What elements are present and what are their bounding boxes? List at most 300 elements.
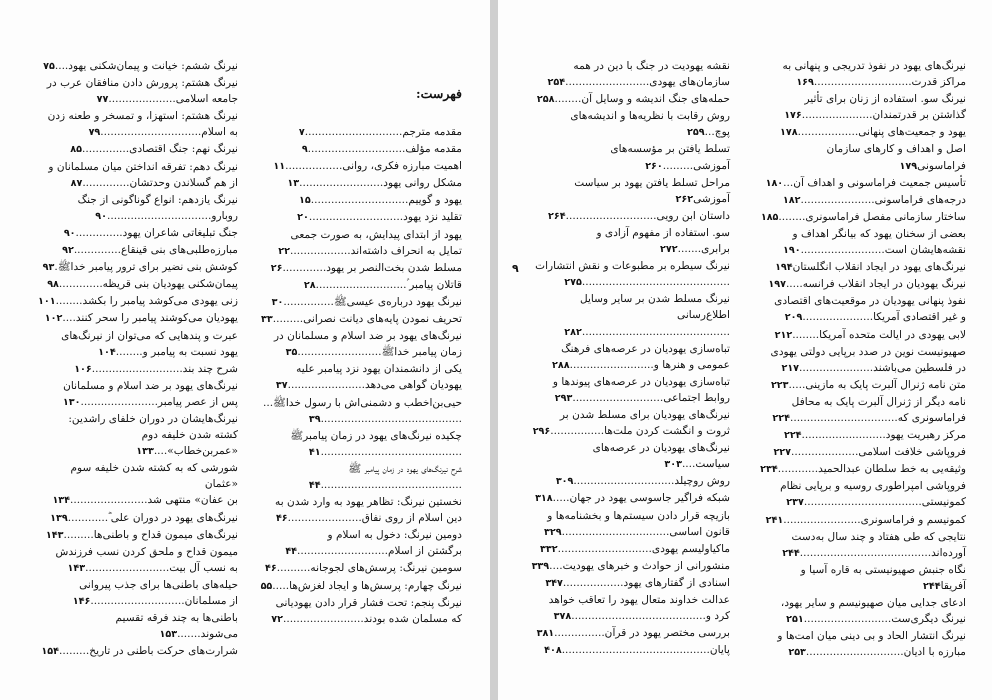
- left-page: [0, 0, 490, 700]
- toc-entry: [760, 545, 966, 562]
- toc-entry-page: ۱۳۰: [62, 396, 81, 408]
- toc-entry-page: ۹۲: [62, 245, 74, 257]
- toc-entry-title: پایان............................................: [561, 644, 730, 657]
- toc-entry-page: ۲۱۲: [774, 329, 793, 341]
- toc-entry: [530, 490, 730, 507]
- toc-entry-title: ............................................: [581, 325, 730, 338]
- toc-entry: [530, 508, 730, 524]
- toc-entry: [252, 395, 462, 411]
- toc-entry-page: ۲۶۰: [645, 160, 663, 172]
- toc-entry: [38, 75, 238, 91]
- toc-entry-title: شرارت‌های حرکت باطنی در تاریخ.........: [58, 645, 238, 658]
- toc-entry: [530, 642, 730, 659]
- toc-entry-title: نیرنگ یهودیان در ایجاد انقلاب فرانسه.....: [785, 278, 966, 291]
- toc-entry-page: ۱۷۶: [784, 110, 802, 122]
- toc-entry: [252, 527, 462, 543]
- toc-entry-title: زمان پیامبر خداﷺ.........................: [297, 346, 462, 359]
- toc-entry-title: نقشه یهودیت در جنگ با دین در همه: [573, 60, 730, 72]
- toc-entry: [530, 274, 730, 291]
- toc-entry-page: ۷: [298, 127, 305, 138]
- toc-entry-title: حمله‌های جنگ اندیشه و وسایل آن........: [554, 93, 730, 106]
- toc-entry-title: تقلید نزد یهود............................: [308, 211, 462, 224]
- toc-entry: [760, 478, 966, 494]
- toc-entry-title: تباه‌سازی یهودیان در عرصه‌های پیوندها و: [552, 375, 730, 388]
- toc-entry-page: ۱۷۸: [780, 127, 798, 139]
- toc-entry-page: ۳۲۹: [544, 526, 562, 538]
- toc-entry: [252, 428, 462, 444]
- toc-entry-page: ۱۳۴: [52, 495, 71, 507]
- toc-entry-title: قانون اساسی................................: [561, 525, 730, 538]
- toc-entry-title: شورشی که به کشته شدن خلیفه سوم «عثمان: [70, 462, 238, 491]
- toc-entry-title: نیرنگ یازدهم: انواع گوناگونی از جنگ: [77, 193, 238, 206]
- toc-entry: [530, 141, 730, 174]
- toc-entry: [38, 141, 238, 158]
- toc-entry: [38, 411, 238, 427]
- toc-entry-page: ۲۷۲: [660, 244, 678, 256]
- toc-column-left-outer: [38, 58, 238, 660]
- toc-entry-page: ۳۹: [308, 413, 321, 425]
- toc-entry-page: ۹۳: [42, 262, 55, 274]
- toc-entry-page: ۲۵۹: [687, 127, 705, 139]
- toc-entry-title: تباه‌سازی یهودیان در عرصه‌های فرهنگ: [561, 342, 730, 355]
- toc-entry-page: ۲۵۱: [786, 614, 804, 626]
- toc-entry: [38, 328, 238, 344]
- toc-entry: [252, 260, 462, 277]
- toc-entry-title: پس از عصر پیامبر.......................: [80, 395, 238, 408]
- toc-entry: [252, 411, 462, 428]
- toc-entry-title: یهود نسبت به پیامبر و........: [115, 345, 238, 358]
- toc-entry-title: نیرنگ انتشار الحاد و بی دینی میان امت‌ها و: [777, 630, 966, 643]
- toc-entry: [252, 175, 462, 192]
- toc-entry: [530, 390, 730, 407]
- toc-entry: [252, 560, 462, 577]
- toc-entry-page: ۲۵۳: [788, 647, 806, 659]
- toc-entry: [530, 208, 730, 225]
- toc-entry-page: ۳۳۲: [540, 543, 558, 555]
- toc-entry-title: نقشه‌هایشان است.........................: [800, 244, 966, 257]
- toc-entry-page: ۴۶: [265, 563, 277, 575]
- toc-entry-title: مشکل روانی یهود.........................: [299, 177, 462, 190]
- toc-entry-page: ۳۰۳: [664, 459, 682, 471]
- toc-entry-title: مقدمه مؤلف.............................: [307, 143, 462, 156]
- toc-entry-page: ۲۹۶: [532, 426, 551, 438]
- toc-entry-page: ۴۶: [275, 513, 288, 525]
- toc-entry-title: ..........................................: [320, 445, 462, 458]
- toc-entry: [760, 344, 966, 360]
- toc-entry-title: صهیونیست نوین در صدد برپایی دولتی یهودی: [770, 345, 966, 358]
- toc-entry-page: ۲۴۴: [923, 580, 941, 592]
- toc-column-left-inner: [252, 124, 462, 628]
- toc-entry: [530, 357, 730, 374]
- toc-entry-page: ۹۰: [95, 210, 107, 222]
- toc-entry: [760, 107, 966, 124]
- toc-entry-title: یهود از ابتدای پیدایش، به صورت جمعی: [290, 228, 462, 241]
- toc-entry-title: مقدمه مترجم.............................: [304, 126, 462, 138]
- toc-entry-title: اسنادی از گفتارهای یهود..................: [562, 576, 730, 589]
- toc-entry-page: ۱۵۳: [159, 629, 178, 641]
- toc-entry: [760, 91, 966, 107]
- toc-entry-title: اهمیت مبارزه فکری، روانی.................: [285, 160, 462, 173]
- toc-entry: [530, 258, 730, 274]
- toc-entry-title: گذاشتن بر قدرتمندان.....................: [801, 109, 966, 122]
- toc-entry-title: کوشش بنی نضیر برای ترور پیامبر خداﷺ.: [54, 261, 238, 274]
- toc-entry-page: ۲۰: [297, 212, 309, 224]
- toc-entry-page: ۳۰۹: [555, 476, 574, 488]
- toc-entry: [38, 560, 238, 577]
- toc-entry: [38, 108, 238, 124]
- toc-entry: [38, 175, 238, 192]
- toc-entry: [530, 407, 730, 423]
- toc-entry-title: تحریف نمودن پایه‌های دیانت نصرانی.........: [272, 313, 462, 326]
- toc-entry: [760, 259, 966, 276]
- toc-entry-page: ۱۴۳: [45, 529, 64, 541]
- toc-entry: [252, 477, 462, 494]
- toc-entry: [530, 608, 730, 625]
- toc-entry: [530, 592, 730, 608]
- toc-entry-page: ۴۴: [285, 546, 298, 558]
- toc-entry: [38, 310, 238, 327]
- book-gutter: [490, 0, 498, 700]
- toc-entry-title: مراکز قدرت.............................: [813, 76, 966, 89]
- toc-entry: [760, 410, 966, 427]
- toc-entry: [252, 444, 462, 461]
- toc-entry: [760, 58, 966, 74]
- toc-entry-title: منشورانی از حوادث و خبرهای یهودیت....: [549, 559, 730, 572]
- toc-entry-title: جنگ تبلیغاتی شاعران یهود..............: [75, 226, 238, 239]
- toc-entry: [760, 175, 966, 192]
- toc-entry: [252, 494, 462, 510]
- toc-entry-page: ۱۵۴: [41, 646, 59, 658]
- toc-entry-title: مبارزه‌طلبی‌های بنی قینقاع..............: [73, 244, 238, 257]
- toc-entry-page: ۱۰۱: [38, 296, 56, 308]
- toc-entry-title: ..........................................: [320, 478, 462, 491]
- toc-entry: [252, 510, 462, 527]
- toc-entry: [38, 124, 238, 141]
- toc-entry: [760, 74, 966, 91]
- toc-entry: [760, 512, 966, 529]
- toc-entry-title: مراحل تسلط یافتن یهود بر سیاست آموزشی: [574, 176, 730, 205]
- toc-entry: [760, 309, 966, 326]
- toc-entry-title: سازمان‌های یهودی.........................: [565, 76, 730, 89]
- toc-column-right-inner: [530, 58, 730, 659]
- toc-entry-page: ۲۰۹: [784, 312, 803, 324]
- toc-entry-title: نخستین نیرنگ: تظاهر یهود به وارد شدن به: [275, 496, 462, 509]
- toc-entry: [252, 328, 462, 344]
- toc-entry-title: بازیچه قرار دادن سیستم‌ها و بخشنامه‌ها و: [547, 509, 730, 522]
- toc-entry: [252, 158, 462, 175]
- toc-entry-page: ۳۳۹: [531, 560, 550, 572]
- toc-entry-page: ۷۵: [43, 61, 55, 72]
- toc-heading: فهرست:: [416, 86, 462, 101]
- toc-entry-page: ۸۵: [70, 144, 83, 156]
- toc-entry-title: فراماسونری که................................: [789, 411, 966, 424]
- toc-entry-title: یهود و جمعیت‌های پنهانی..................: [797, 126, 966, 139]
- toc-entry-title: ..........................................: [320, 412, 462, 425]
- toc-entry-title: تسلط یافتن بر مؤسسه‌های آموزشی.........: [610, 143, 730, 172]
- toc-entry: [760, 595, 966, 611]
- toc-entry-page: ۲۸۲: [564, 326, 582, 338]
- toc-entry: [760, 293, 966, 309]
- toc-entry-page: ۴۰۸: [544, 645, 562, 657]
- toc-entry: [760, 494, 966, 511]
- toc-entry-title: بعضی از سخنان یهود که بیانگر اهداف و: [792, 227, 966, 240]
- toc-entry-title: و غیر اقتصادی آمریکا.....................: [802, 311, 966, 324]
- toc-entry-title: نیرنگ‌های یهود بر ضد اسلام و مسلمانان در: [273, 330, 462, 343]
- toc-entry-title: نیرنگ‌های میمون قداح و باطنی‌ها.........: [63, 528, 238, 541]
- toc-entry-title: تمایل به انحراف داشته‌اند..................: [290, 244, 462, 257]
- toc-entry-title: کمونیستی...................................: [803, 496, 966, 509]
- toc-entry-title: نفوذ پنهانی یهودیان در موقعیت‌های اقتصادی: [774, 295, 966, 308]
- toc-entry-title: نیرنگ دیگری‌ست..........................: [803, 613, 966, 626]
- toc-entry-page: ۲۱۷: [781, 362, 800, 374]
- toc-entry-title: شبکه فراگیر جاسوسی یهود در جهان.....: [552, 492, 730, 505]
- toc-entry-title: حیی‌بن‌اخطب و دشمنی‌اش با رسول خداﷺ...: [262, 396, 462, 409]
- toc-entry-title: یکی از دانشمندان یهود نزد پیامبر علیه: [296, 363, 462, 376]
- toc-entry: [760, 562, 966, 595]
- toc-entry: [38, 91, 238, 108]
- toc-entry-title: نیرنگ مسلط شدن بر سایر وسایل اطلاع‌رسانی: [579, 293, 730, 322]
- toc-entry: [252, 209, 462, 226]
- toc-entry: [38, 378, 238, 394]
- toc-entry: [760, 327, 966, 344]
- toc-entry: [252, 227, 462, 243]
- toc-entry-page: ۴۱: [308, 446, 321, 458]
- right-page: [498, 0, 992, 700]
- toc-entry-title: ثروت و انگشت کردن ملت‌ها................: [550, 425, 730, 438]
- toc-entry: [530, 524, 730, 541]
- toc-entry: [252, 294, 462, 311]
- toc-entry: [760, 628, 966, 644]
- toc-entry-title: به نسب آل بیت.........................: [85, 561, 238, 574]
- toc-entry: [530, 374, 730, 390]
- page-number: ۹: [512, 262, 519, 275]
- toc-entry-title: ماکیاولیسم یهودی............................: [557, 542, 730, 555]
- toc-entry-title: مسلط شدن بخت‌النصر بر یهود.............: [282, 261, 462, 274]
- toc-entry: [760, 644, 966, 661]
- toc-entry-title: برگشتن از اسلام...........................: [297, 545, 462, 558]
- toc-entry: [760, 529, 966, 545]
- toc-entry-page: ۱۱: [273, 161, 286, 173]
- toc-entry-page: ۱۹۴: [775, 262, 793, 274]
- toc-entry-page: ۱۳۳: [136, 446, 154, 458]
- toc-entry-title: مرکز رهبریت یهود.........................: [801, 429, 966, 442]
- toc-entry-title: عدالت خداوند متعال یهود را تعاقب خواهد: [548, 594, 730, 606]
- toc-entry-title: شرح چند بند...........................: [91, 362, 238, 375]
- toc-entry: [530, 541, 730, 558]
- toc-entry: [38, 527, 238, 544]
- toc-entry: [38, 427, 238, 460]
- toc-entry: [252, 141, 462, 158]
- toc-entry-page: ۱۸۰: [765, 177, 784, 189]
- toc-entry-title: نگاه جنبش صهیونیستی به قاره آسیا و آفریقا: [800, 563, 966, 592]
- toc-entry: [38, 225, 238, 242]
- toc-entry-page: ۲۸۸: [552, 359, 570, 371]
- toc-entry: [38, 276, 238, 293]
- toc-entry-title: نیرنگ‌های یهود در دوران علی ؓ............: [67, 511, 238, 524]
- toc-entry: [38, 293, 238, 310]
- toc-entry: [252, 192, 462, 209]
- toc-entry-page: ۳۳: [261, 314, 273, 326]
- toc-entry: [38, 58, 238, 75]
- toc-entry-title: چکیده نیرنگ‌های یهود در زمان پیامبرﷺ: [290, 429, 462, 442]
- toc-entry-title: از مسلمانان............................: [90, 595, 238, 607]
- toc-entry-title: نتایجی که طی هفتاد و چند سال به‌دست: [791, 530, 966, 543]
- toc-entry: [252, 595, 462, 611]
- toc-entry-title: روش رقابت با نظریه‌ها و اندیشه‌های پوچ...: [570, 110, 730, 139]
- toc-entry-title: دومین نیرنگ: دخول به اسلام و: [327, 529, 462, 542]
- toc-entry-page: ۳۴۷: [545, 577, 563, 589]
- toc-entry-title: فروپاشی خلافت اسلامی....................: [791, 446, 966, 459]
- toc-entry-title: جامعه اسلامی....................: [108, 93, 238, 106]
- toc-entry: [530, 225, 730, 258]
- toc-entry: [252, 543, 462, 560]
- toc-entry-page: ۱۰۴: [98, 346, 116, 358]
- toc-entry-title: قاتلان پیامبر ؑ...........................: [315, 278, 462, 291]
- toc-entry-page: ۲۶: [270, 262, 283, 274]
- toc-entry: [38, 361, 238, 378]
- toc-entry: [760, 209, 966, 226]
- toc-entry-page: ۲۲: [278, 245, 291, 257]
- toc-entry: [252, 578, 462, 595]
- toc-entry-page: ۱۳۹: [50, 512, 68, 524]
- toc-entry-title: نیرنگ هشتم: استهزا، و تمسخر و طعنه زدن: [47, 110, 238, 123]
- toc-entry-page: ۷۷: [96, 94, 109, 106]
- toc-entry-page: ۲۳۴: [760, 464, 778, 476]
- toc-entry-title: نیرنگ یهود درباره‌ی عیسیﷺ...............: [283, 295, 462, 308]
- toc-entry: [252, 311, 462, 328]
- toc-entry-page: ۹۸: [47, 279, 59, 291]
- toc-entry-page: ۲۴۱: [765, 514, 784, 526]
- toc-entry: [530, 175, 730, 208]
- toc-entry-page: ۲۹۳: [554, 392, 573, 404]
- toc-entry-title: لابی یهودی در ایالت متحده آمریکا........: [792, 328, 966, 341]
- toc-entry-page: ۱۹۰: [782, 245, 801, 257]
- toc-entry-page: ۲۸: [303, 279, 316, 291]
- toc-entry-title: نیرنگ سو. استفاده از زنان برای تأثیر: [804, 93, 966, 106]
- toc-entry-page: ۳۸۱: [536, 628, 555, 640]
- toc-entry: [760, 360, 966, 377]
- toc-entry: [38, 259, 238, 276]
- toc-entry-title: کمونیسم و فراماسونری.......................: [783, 513, 966, 526]
- toc-entry-title: باطنی‌ها به چند فرقه تقسیم می‌شوند.......: [115, 612, 238, 641]
- toc-entry: [38, 492, 238, 509]
- toc-entry-title: بن عفان» منتهی شد.......................: [70, 494, 238, 507]
- toc-entry: [252, 277, 462, 294]
- toc-entry-page: ۱۳: [287, 178, 300, 190]
- toc-entry: [530, 440, 730, 473]
- toc-entry-page: ۱۷۹: [899, 160, 918, 172]
- toc-entry-title: ............................................: [581, 276, 730, 289]
- toc-entry-title: اصل و اهداف و کارهای سازمان فراماسونی: [826, 143, 966, 172]
- toc-entry: [530, 575, 730, 592]
- toc-entry: [252, 361, 462, 377]
- toc-entry-title: دین اسلام از روی نفاق......................: [287, 512, 462, 525]
- toc-entry-title: پیمان‌شکنی یهودیان بنی قریظه.............: [58, 278, 238, 291]
- toc-entry: [38, 610, 238, 643]
- toc-entry-title: نیرنگ‌های یهود بر ضد اسلام و مسلمانان: [63, 379, 238, 392]
- toc-entry-title: نیرنگ‌هایشان در دوران خلفای راشدین:: [68, 412, 238, 425]
- toc-entry-page: ۱۸۲: [782, 194, 801, 206]
- toc-entry: [530, 423, 730, 440]
- toc-entry-page: ۱۶۹: [796, 77, 814, 89]
- toc-entry-page: ۳۷۸: [553, 611, 572, 623]
- toc-entry-page: ۳۷: [275, 380, 288, 392]
- toc-entry: [530, 341, 730, 357]
- toc-entry: [530, 58, 730, 74]
- toc-entry-page: ۱۵: [299, 195, 311, 207]
- toc-entry-title: عبرت و پندهایی که می‌توان از نیرنگ‌های: [61, 329, 238, 342]
- toc-entry: [252, 611, 462, 628]
- toc-entry: [530, 74, 730, 91]
- toc-entry: [38, 208, 238, 225]
- toc-entry: [38, 242, 238, 259]
- toc-entry-page: ۲۷۵: [564, 277, 582, 289]
- toc-entry-title: روبارو...............................: [106, 209, 238, 222]
- toc-entry-title: ساختار سازمانی مفصل فراماسونری........: [778, 210, 966, 223]
- toc-entry-page: ۹۰: [63, 227, 76, 239]
- toc-entry-page: ۱۹۷: [768, 279, 786, 291]
- toc-entry-page: ۲۵۴: [547, 77, 566, 89]
- toc-entry: [38, 344, 238, 361]
- toc-entry-title: شرح نیرنگ‌های یهود در زمان پیامبر ﷺ: [348, 462, 462, 475]
- toc-entry: [38, 192, 238, 208]
- toc-entry-page: ۴۴: [308, 479, 321, 491]
- toc-entry-page: ۱۰۶: [74, 363, 92, 375]
- toc-entry-title: میمون قداح و ملحق کردن نسب فرزندش: [55, 545, 238, 558]
- toc-entry: [530, 558, 730, 575]
- toc-entry-title: نیرنگ دهم: تفرقه انداختن میان مسلمانان و: [48, 160, 238, 173]
- toc-entry: [38, 510, 238, 527]
- toc-entry-title: نیرنگ سیطره بر مطبوعات و نقش انتشارات: [535, 260, 730, 273]
- toc-entry-title: یهودیان می‌کوشند پیامبر را سحر کنند....: [62, 312, 238, 325]
- toc-entry: [760, 242, 966, 259]
- toc-entry-title: روابط اجتماعی...........................: [572, 391, 730, 404]
- toc-entry-title: سومین نیرنگ: پرسش‌های لجوجانه..........: [276, 562, 462, 575]
- toc-entry: [252, 344, 462, 361]
- toc-entry: [530, 91, 730, 108]
- toc-entry: [252, 124, 462, 141]
- toc-entry-title: نیرنگ‌های یهودیان برای مسلط شدن بر: [559, 408, 730, 421]
- toc-entry: [760, 427, 966, 444]
- toc-entry-page: ۲۳۷: [786, 497, 804, 509]
- toc-entry-page: ۳۱۸: [535, 493, 553, 505]
- toc-entry-page: ۲۲۴: [783, 430, 802, 442]
- toc-entry-title: زنی یهودی می‌کوشد پیامبر را بکشد........: [55, 295, 238, 308]
- toc-entry-title: نیرنگ چهارم: پرسش‌ها و ایجاد لغزش‌ها.....: [272, 579, 462, 592]
- toc-entry-title: آورده‌اند.......................................: [799, 546, 966, 559]
- toc-entry-page: ۲۲۳: [770, 379, 789, 391]
- toc-entry-title: یهود و گوییم.............................: [310, 194, 462, 207]
- toc-entry-page: ۲۲۴: [772, 412, 790, 424]
- toc-entry-title: روش روچیلد..............................: [573, 475, 730, 488]
- toc-entry-page: ۳۰: [271, 296, 284, 308]
- toc-entry: [38, 593, 238, 610]
- toc-entry: [760, 124, 966, 141]
- toc-entry: [252, 461, 462, 477]
- toc-entry: [530, 324, 730, 341]
- toc-entry-title: وثیقه‌یی به خط سلطان عبدالحمید............: [777, 463, 966, 476]
- toc-entry-title: نیرنگ ششم: خیانت و پیمان‌شکنی یهود....: [54, 60, 238, 72]
- toc-entry-page: ۷۲: [271, 613, 283, 625]
- toc-entry-page: ۲۶۴: [548, 210, 566, 222]
- toc-entry-title: نیرنگ‌های یهود در نفوذ تدریجی و پنهانی به: [782, 60, 966, 72]
- toc-entry: [760, 461, 966, 478]
- toc-entry: [530, 108, 730, 141]
- toc-entry: [252, 377, 462, 394]
- toc-entry: [530, 473, 730, 490]
- toc-entry-title: کشته شدن خلیفه دوم «عمربن‌خطاب»....: [141, 429, 238, 458]
- toc-entry: [760, 192, 966, 209]
